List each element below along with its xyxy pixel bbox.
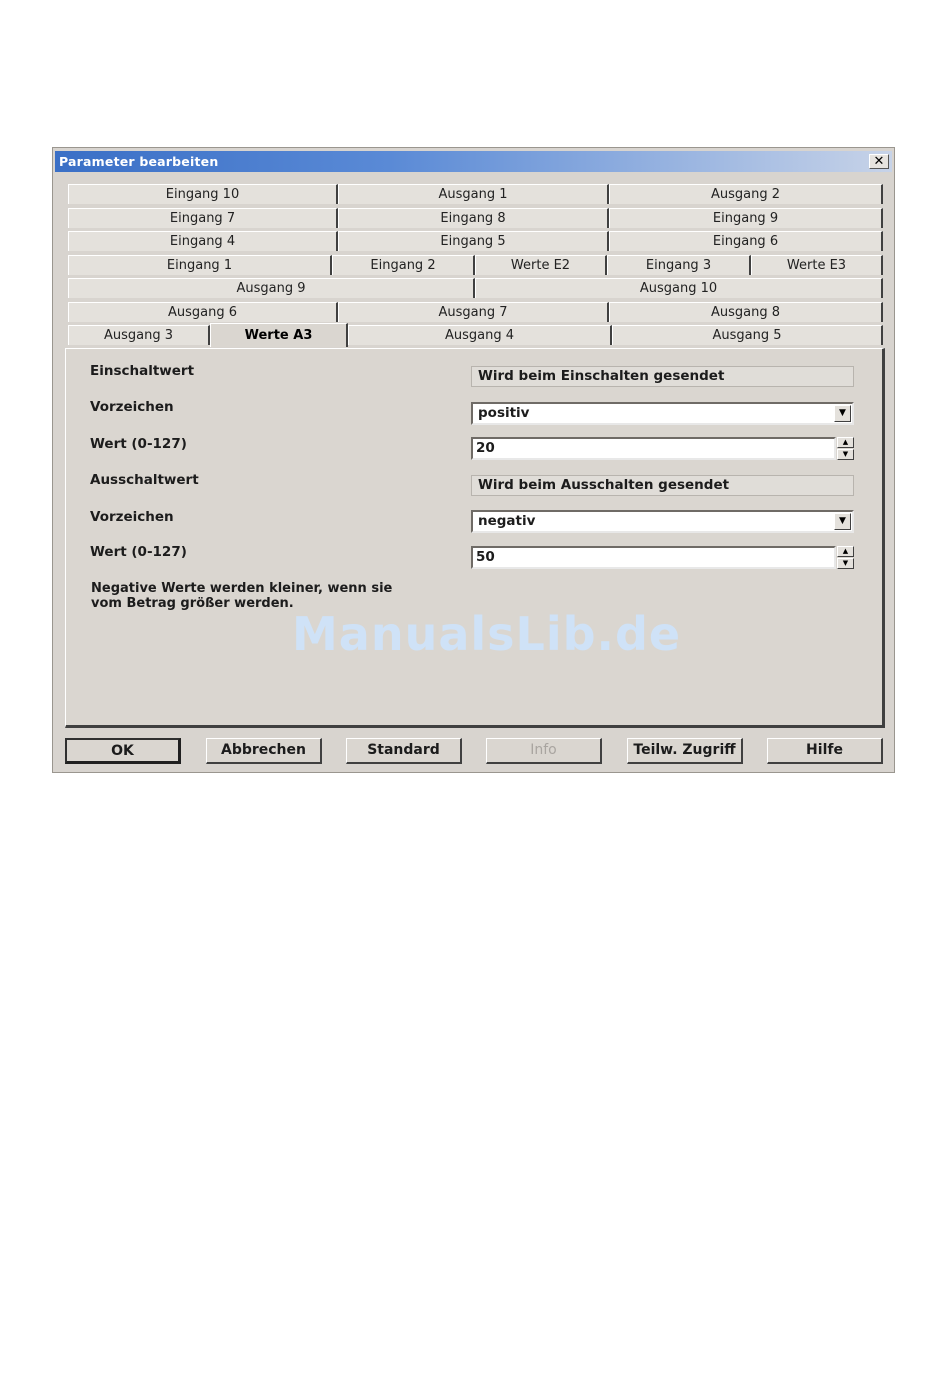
- info-button[interactable]: Info: [486, 738, 602, 764]
- watermark: ManualsLib.de: [292, 607, 682, 661]
- wert-input-2[interactable]: 50: [471, 546, 836, 569]
- tab-werte-a3[interactable]: Werte A3: [210, 323, 348, 347]
- chevron-down-icon[interactable]: ▼: [834, 405, 851, 422]
- window-title: Parameter bearbeiten: [59, 154, 219, 169]
- vorzeichen-label-2: Vorzeichen: [90, 509, 174, 525]
- tab-row-2: [68, 208, 883, 232]
- note-line-1: Negative Werte werden kleiner, wenn sie: [91, 581, 393, 596]
- content-panel: [65, 348, 885, 728]
- vorzeichen-value-2: negativ: [478, 513, 536, 529]
- tab-ausgang-2[interactable]: Ausgang 2: [609, 184, 883, 204]
- tab-eingang-9[interactable]: Eingang 9: [609, 208, 883, 228]
- ausschaltwert-label: Ausschaltwert: [90, 472, 199, 488]
- title-bar[interactable]: [55, 151, 892, 172]
- tab-ausgang-8[interactable]: Ausgang 8: [609, 302, 883, 322]
- vorzeichen-select-2[interactable]: [471, 510, 854, 533]
- cancel-button[interactable]: Abbrechen: [206, 738, 322, 764]
- chevron-down-icon[interactable]: ▼: [834, 513, 851, 530]
- tab-werte-e3[interactable]: Werte E3: [751, 255, 883, 275]
- wert-label-2: Wert (0-127): [90, 544, 187, 560]
- spin-down-icon[interactable]: ▼: [837, 449, 854, 460]
- standard-button[interactable]: Standard: [346, 738, 462, 764]
- tab-eingang-10[interactable]: Eingang 10: [68, 184, 338, 204]
- tab-row-6: [68, 302, 883, 326]
- tab-ausgang-4[interactable]: Ausgang 4: [348, 325, 612, 345]
- tab-ausgang-7[interactable]: Ausgang 7: [338, 302, 609, 322]
- spin-up-icon[interactable]: ▲: [837, 546, 854, 557]
- tab-strip: [68, 184, 883, 349]
- note-line-2: vom Betrag größer werden.: [91, 596, 294, 611]
- tab-ausgang-9[interactable]: Ausgang 9: [68, 278, 475, 298]
- ok-button[interactable]: OK: [65, 738, 181, 764]
- partial-access-button[interactable]: Teilw. Zugriff: [627, 738, 743, 764]
- wert-spinner-2[interactable]: [837, 546, 854, 569]
- close-icon[interactable]: ✕: [869, 154, 889, 169]
- spin-up-icon[interactable]: ▲: [837, 437, 854, 448]
- tab-werte-e2[interactable]: Werte E2: [475, 255, 607, 275]
- tab-ausgang-6[interactable]: Ausgang 6: [68, 302, 338, 322]
- tab-eingang-4[interactable]: Eingang 4: [68, 231, 338, 251]
- tab-ausgang-5[interactable]: Ausgang 5: [612, 325, 883, 345]
- tab-row-4: [68, 255, 883, 279]
- parameter-dialog: [52, 147, 895, 773]
- ausschaltwert-field: Wird beim Ausschalten gesendet: [471, 475, 854, 496]
- einschaltwert-label: Einschaltwert: [90, 363, 195, 379]
- tab-row-5: [68, 278, 883, 302]
- tab-row-3: [68, 231, 883, 255]
- tab-eingang-8[interactable]: Eingang 8: [338, 208, 609, 228]
- help-button[interactable]: Hilfe: [767, 738, 883, 764]
- tab-eingang-5[interactable]: Eingang 5: [338, 231, 609, 251]
- spin-down-icon[interactable]: ▼: [837, 558, 854, 569]
- tab-row-1: [68, 184, 883, 208]
- tab-eingang-1[interactable]: Eingang 1: [68, 255, 332, 275]
- tab-ausgang-3[interactable]: Ausgang 3: [68, 325, 210, 345]
- tab-ausgang-1[interactable]: Ausgang 1: [338, 184, 609, 204]
- vorzeichen-select-1[interactable]: [471, 402, 854, 425]
- wert-input-1[interactable]: 20: [471, 437, 836, 460]
- vorzeichen-value-1: positiv: [478, 405, 530, 421]
- vorzeichen-label-1: Vorzeichen: [90, 399, 174, 415]
- tab-ausgang-10[interactable]: Ausgang 10: [475, 278, 883, 298]
- tab-eingang-6[interactable]: Eingang 6: [609, 231, 883, 251]
- tab-row-7: [68, 325, 883, 349]
- tab-eingang-3[interactable]: Eingang 3: [607, 255, 751, 275]
- tab-eingang-2[interactable]: Eingang 2: [332, 255, 475, 275]
- tab-eingang-7[interactable]: Eingang 7: [68, 208, 338, 228]
- wert-label-1: Wert (0-127): [90, 436, 187, 452]
- wert-spinner-1[interactable]: [837, 437, 854, 460]
- einschaltwert-field: Wird beim Einschalten gesendet: [471, 366, 854, 387]
